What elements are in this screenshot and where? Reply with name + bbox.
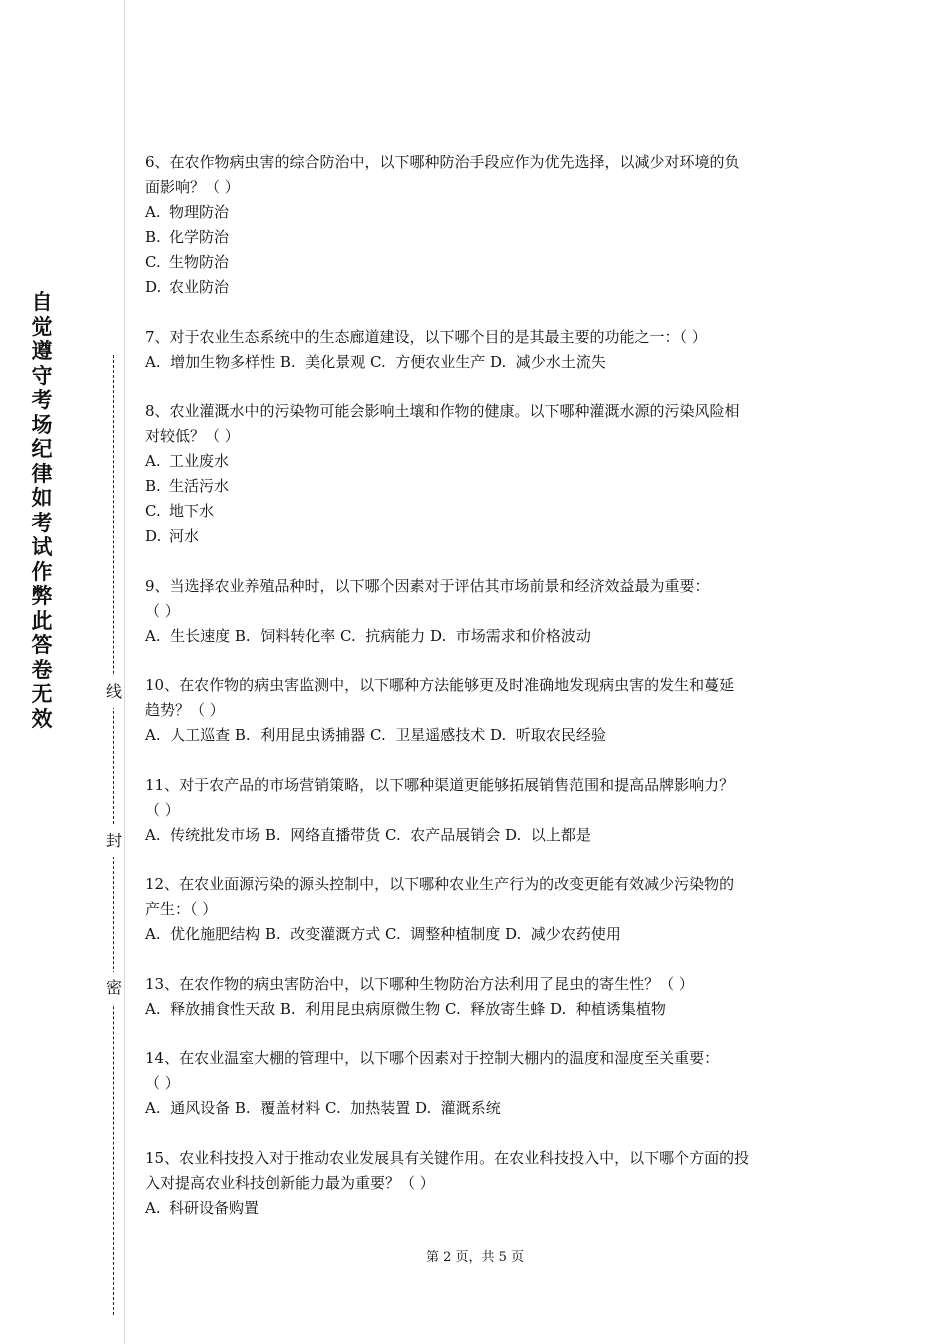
options-inline: A. 传统批发市场 B. 网络直播带货 C. 农产品展销会 D. 以上都是	[145, 825, 591, 844]
question-7	[145, 325, 815, 375]
question-9	[145, 574, 815, 649]
question-stem-line: 产生：（ ）	[145, 900, 218, 918]
option-b: B. 化学防治	[145, 228, 230, 246]
question-stem-line: 面影响？（ ）	[145, 178, 240, 196]
question-stem-line: 14、在农业温室大棚的管理中，以下哪个因素对于控制大棚内的温度和湿度至关重要：	[145, 1049, 720, 1067]
option-a: A. 物理防治	[145, 203, 230, 221]
question-stem-line: 趋势？（ ）	[145, 701, 225, 719]
option-a: A. 科研设备购置	[145, 1198, 260, 1217]
question-stem-line: 入对提高农业科技创新能力最为重要？（ ）	[145, 1173, 435, 1192]
option-a: A. 工业废水	[145, 452, 230, 470]
option-d: D. 农业防治	[145, 278, 230, 296]
question-stem-line: （ ）	[145, 601, 180, 620]
binding-mark-mi: 密	[104, 972, 124, 1004]
question-stem-line: 9、当选择农业养殖品种时，以下哪个因素对于评估其市场前景和经济效益最为重要：	[145, 576, 710, 595]
question-stem-line: 6、在农作物病虫害的综合防治中，以下哪种防治手段应作为优先选择，以减少对环境的负	[145, 153, 740, 171]
margin-rule	[124, 0, 125, 1344]
question-11	[145, 773, 815, 848]
question-stem-line: 8、农业灌溉水中的污染物可能会影响土壤和作物的健康。以下哪种灌溉水源的污染风险相	[145, 402, 740, 420]
options-inline: A. 生长速度 B. 饲料转化率 C. 抗病能力 D. 市场需求和价格波动	[145, 626, 591, 645]
option-c: C. 生物防治	[145, 253, 230, 271]
question-14	[145, 1046, 815, 1121]
option-d: D. 河水	[145, 527, 200, 545]
question-stem-line: 12、在农业面源污染的源头控制中，以下哪种农业生产行为的改变更能有效减少污染物的	[145, 875, 735, 893]
options-inline: A. 增加生物多样性 B. 美化景观 C. 方便农业生产 D. 减少水土流失	[145, 352, 606, 371]
question-13	[145, 972, 815, 1022]
question-list	[145, 150, 815, 1245]
exam-discipline-notice: 自觉遵守考场纪律如考试作弊此答卷无效	[31, 290, 53, 731]
option-b: B. 生活污水	[145, 477, 230, 495]
question-stem-line: 7、对于农业生态系统中的生态廊道建设，以下哪个目的是其最主要的功能之一：（ ）	[145, 327, 707, 346]
question-10	[145, 673, 815, 748]
question-stem-line: （ ）	[145, 1074, 180, 1092]
question-15	[145, 1146, 815, 1221]
question-stem-line: （ ）	[145, 800, 180, 819]
options-inline: A. 通风设备 B. 覆盖材料 C. 加热装置 D. 灌溉系统	[145, 1099, 501, 1117]
option-c: C. 地下水	[145, 502, 215, 520]
binding-mark-xian: 线	[104, 676, 124, 708]
question-8	[145, 399, 815, 549]
binding-mark-feng: 封	[104, 825, 124, 857]
options-inline: A. 人工巡查 B. 利用昆虫诱捕器 C. 卫星遥感技术 D. 听取农民经验	[145, 726, 606, 744]
question-stem-line: 10、在农作物的病虫害监测中，以下哪种方法能够更及时准确地发现病虫害的发生和蔓延	[145, 676, 735, 694]
page-number-footer: 第 2 页，共 5 页	[425, 1250, 525, 1265]
options-inline: A. 释放捕食性天敌 B. 利用昆虫病原微生物 C. 释放寄生蜂 D. 种植诱集植物	[145, 999, 666, 1018]
options-inline: A. 优化施肥结构 B. 改变灌溉方式 C. 调整种植制度 D. 减少农药使用	[145, 925, 621, 943]
question-12	[145, 872, 815, 947]
question-stem-line: 15、农业科技投入对于推动农业发展具有关键作用。在农业科技投入中，以下哪个方面的投	[145, 1148, 750, 1167]
question-stem-line: 对较低？（ ）	[145, 427, 240, 445]
question-stem-line: 13、在农作物的病虫害防治中，以下哪种生物防治方法利用了昆虫的寄生性？（ ）	[145, 974, 694, 993]
question-stem-line: 11、对于农产品的市场营销策略，以下哪种渠道更能够拓展销售范围和提高品牌影响力？	[145, 775, 735, 794]
question-6	[145, 150, 815, 300]
